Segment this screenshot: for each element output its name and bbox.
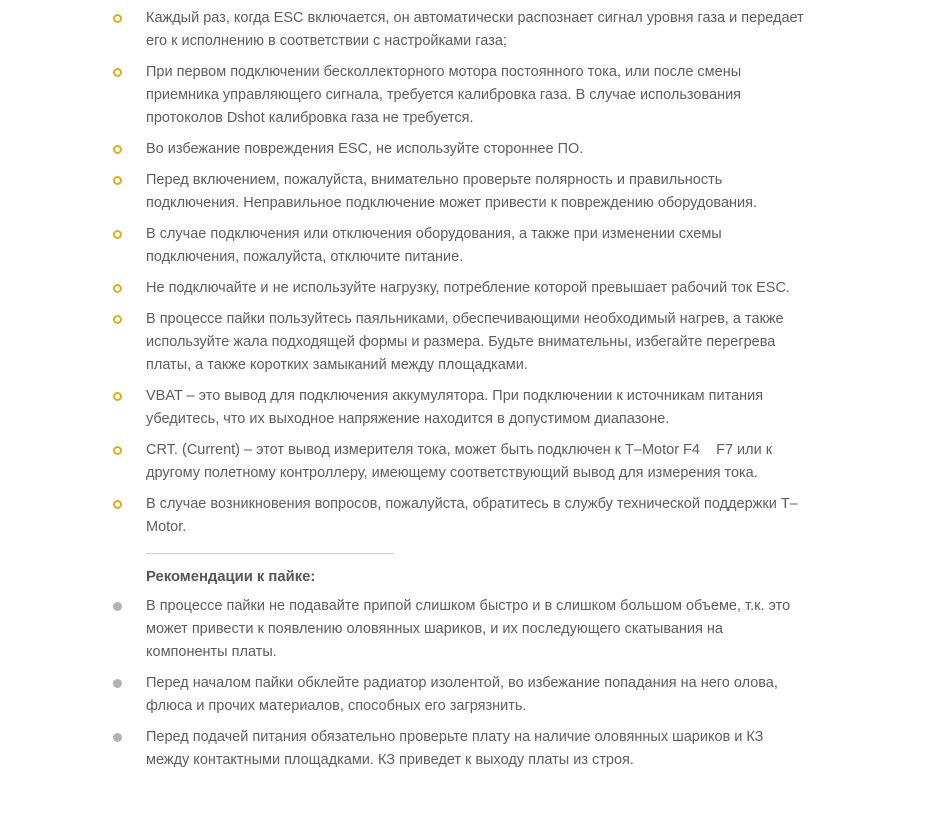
- list-item: [113, 61, 830, 130]
- warning-text: В случае подключения или отключения оборудования, а также при изменении схемы подключения, пожалуйста, отключите питание.: [146, 226, 726, 265]
- warning-text: Не подключайте и не используйте нагрузку, потребление которой превышает рабочий ток ESC.: [146, 280, 790, 296]
- bullet-dot-icon: [113, 602, 122, 611]
- warning-text: VBAT – это вывод для подключения аккумулятора. При подключении к источникам питания убедитесь, что их выходное напряжение находится в допустимом диапазоне.: [146, 388, 768, 427]
- warning-text: В процессе пайки пользуйтесь паяльниками, обеспечивающими необходимый нагрев, а также используйте жала подходящей формы и размера. Будьте внимательны, избегайте перегрева платы, а также коротких замыканий между площадками.: [146, 311, 788, 373]
- list-item: [113, 595, 830, 664]
- list-item: [113, 277, 830, 300]
- warning-text: Перед включением, пожалуйста, внимательно проверьте полярность и правильность подключения. Неправильное подключение может привести к повреждению оборудования.: [146, 172, 757, 211]
- bullet-ring-icon: [113, 315, 122, 324]
- list-item: [113, 385, 830, 431]
- soldering-tip-text: Перед подачей питания обязательно проверьте плату на наличие оловянных шариков и КЗ между контактными площадками. КЗ приведет к выходу платы из строя.: [146, 729, 768, 768]
- warning-text: При первом подключении бесколлекторного мотора постоянного тока, или после смены приемника управляющего сигнала, требуется калибровка газа. В случае использования протоколов Dshot калибровка газа не требуется.: [146, 64, 746, 126]
- warning-text: Во избежание повреждения ESC, не используйте стороннее ПО.: [146, 141, 584, 157]
- bullet-ring-icon: [113, 446, 122, 455]
- soldering-tip-text: Перед началом пайки обклейте радиатор изолентой, во избежание попадания на него олова, флюса и прочих материалов, способных его загрязнить.: [146, 675, 782, 714]
- list-item: [113, 308, 830, 377]
- bullet-ring-icon: [113, 284, 122, 293]
- bullet-ring-icon: [113, 14, 122, 23]
- list-item: [113, 439, 830, 485]
- list-item: [113, 169, 830, 215]
- list-item: [113, 223, 830, 269]
- bullet-ring-icon: [113, 500, 122, 509]
- list-item: [113, 7, 830, 53]
- list-item: [113, 726, 830, 772]
- bullet-ring-icon: [113, 176, 122, 185]
- section-divider: [146, 553, 394, 554]
- bullet-ring-icon: [113, 230, 122, 239]
- bullet-dot-icon: [113, 733, 122, 742]
- list-item: [113, 138, 830, 161]
- list-item: [113, 493, 830, 539]
- soldering-tip-text: В процессе пайки не подавайте припой слишком быстро и в слишком большом объеме, т.к. это может привести к появлению оловянных шариков, и их последующего скатывания на компоненты платы.: [146, 598, 795, 660]
- bullet-ring-icon: [113, 68, 122, 77]
- bullet-dot-icon: [113, 679, 122, 688]
- warning-text: Каждый раз, когда ESC включается, он автоматически распознает сигнал уровня газа и передает его к исполнению в соответствии с настройками газа;: [146, 10, 808, 49]
- warning-text: В случае возникновения вопросов, пожалуйста, обратитесь в службу технической поддержки T–Motor.: [146, 496, 798, 535]
- warnings-list: [113, 7, 830, 539]
- warning-text: CRT. (Current) – этот вывод измерителя тока, может быть подключен к T–Motor F4 F7 или к другому полетному контроллеру, имеющему соответствующий вывод для измерения тока.: [146, 442, 777, 481]
- list-item: [113, 672, 830, 718]
- section-heading: Рекомендации к пайке:: [146, 569, 316, 585]
- bullet-ring-icon: [113, 392, 122, 401]
- soldering-list: [113, 595, 830, 772]
- bullet-ring-icon: [113, 145, 122, 154]
